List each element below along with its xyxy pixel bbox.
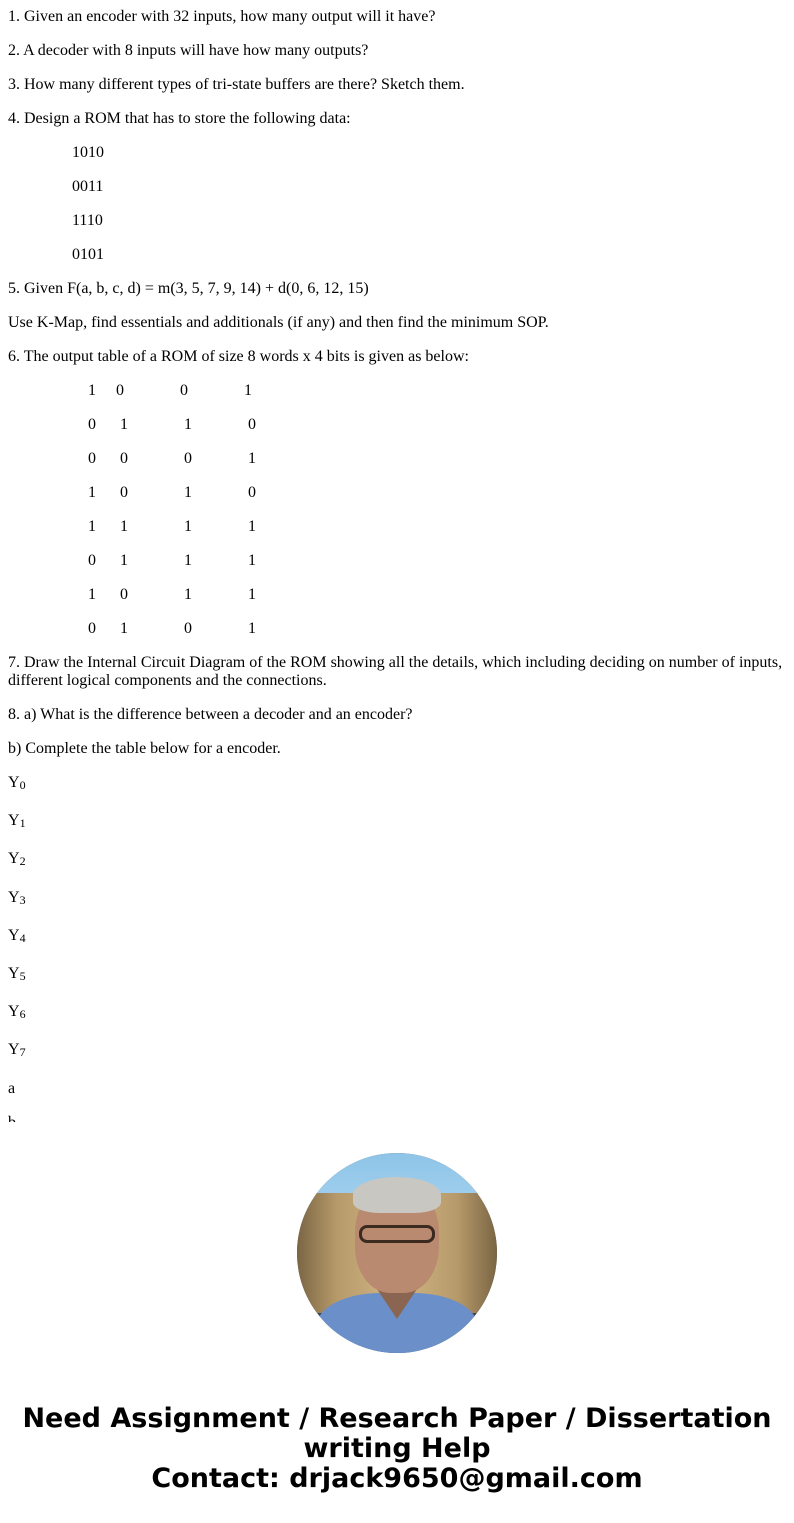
- y-subscript: 2: [19, 854, 26, 868]
- rom-bit: 1: [248, 586, 256, 603]
- rom-bit: 1: [184, 484, 192, 501]
- rom-output-row: [0, 552, 300, 570]
- promo-contact: Contact: drjack9650@gmail.com: [151, 1463, 643, 1494]
- question-4: 4. Design a ROM that has to store the following data:: [8, 110, 351, 127]
- question-7-line-1: 7. Draw the Internal Circuit Diagram of the ROM showing all the details, which including deciding on number of inputs,: [8, 654, 783, 671]
- y-prefix: Y: [8, 1003, 20, 1020]
- question-8b: b) Complete the table below for a encoder.: [8, 740, 281, 757]
- encoder-output-label: [8, 812, 26, 830]
- y-prefix: Y: [8, 1041, 20, 1058]
- encoder-output-label: [8, 1041, 26, 1059]
- y-subscript: 4: [19, 931, 26, 945]
- rom-bit: 1: [88, 484, 96, 501]
- rom-bit: 1: [88, 382, 96, 399]
- y-subscript: 5: [19, 969, 26, 983]
- y-subscript: 7: [19, 1045, 26, 1059]
- y-subscript: 3: [19, 893, 26, 907]
- rom-bit: 0: [120, 586, 128, 603]
- question-5: 5. Given F(a, b, c, d) = m(3, 5, 7, 9, 14) + d(0, 6, 12, 15): [8, 280, 369, 297]
- author-avatar: [297, 1153, 497, 1353]
- rom-data-row: 1110: [72, 212, 103, 229]
- rom-bit: 1: [184, 552, 192, 569]
- y-prefix: Y: [8, 927, 20, 944]
- encoder-output-label: [8, 1003, 26, 1021]
- encoder-output-label: [8, 889, 26, 907]
- y-subscript: 1: [19, 816, 26, 830]
- rom-bit: 1: [248, 552, 256, 569]
- rom-bit: 0: [248, 416, 256, 433]
- rom-bit: 0: [180, 382, 188, 399]
- encoder-output-label: [8, 965, 26, 983]
- rom-bit: 0: [88, 552, 96, 569]
- rom-output-row: [0, 586, 300, 604]
- question-1: 1. Given an encoder with 32 inputs, how many output will it have?: [8, 8, 436, 25]
- rom-bit: 1: [120, 416, 128, 433]
- rom-output-row: [0, 518, 300, 536]
- question-6: 6. The output table of a ROM of size 8 words x 4 bits is given as below:: [8, 348, 469, 365]
- question-5-instructions: Use K-Map, find essentials and additionals (if any) and then find the minimum SOP.: [8, 314, 549, 331]
- y-prefix: Y: [8, 850, 20, 867]
- rom-bit: 1: [120, 552, 128, 569]
- rom-output-row: [0, 620, 300, 638]
- y-prefix: Y: [8, 965, 20, 982]
- question-2: 2. A decoder with 8 inputs will have how many outputs?: [8, 42, 369, 59]
- encoder-output-label: [8, 774, 26, 792]
- rom-output-row: [0, 416, 300, 434]
- encoder-output-label: [8, 850, 26, 868]
- rom-data-row: 0011: [72, 178, 104, 195]
- rom-bit: 1: [184, 586, 192, 603]
- encoder-output-label: [8, 927, 26, 945]
- rom-bit: 1: [248, 450, 256, 467]
- rom-bit: 1: [88, 518, 96, 535]
- rom-bit: 1: [244, 382, 252, 399]
- rom-bit: 1: [184, 518, 192, 535]
- rom-bit: 0: [116, 382, 124, 399]
- rom-bit: 1: [120, 518, 128, 535]
- y-prefix: Y: [8, 774, 20, 791]
- question-7-line-2: different logical components and the connections.: [8, 672, 327, 689]
- y-prefix: Y: [8, 812, 20, 829]
- y-prefix: Y: [8, 889, 20, 906]
- rom-bit: 0: [120, 450, 128, 467]
- rom-bit: 1: [248, 518, 256, 535]
- avatar-glasses: [359, 1225, 435, 1243]
- rom-data-row: 1010: [72, 144, 104, 161]
- question-8a: 8. a) What is the difference between a decoder and an encoder?: [8, 706, 413, 723]
- rom-bit: 1: [184, 416, 192, 433]
- rom-bit: 1: [120, 620, 128, 637]
- rom-bit: 0: [248, 484, 256, 501]
- rom-bit: 0: [88, 416, 96, 433]
- promo-banner: [0, 1404, 794, 1494]
- question-3: 3. How many different types of tri-state buffers are there? Sketch them.: [8, 76, 465, 93]
- rom-output-row: [0, 450, 300, 468]
- rom-bit: 1: [248, 620, 256, 637]
- rom-data-row: 0101: [72, 246, 104, 263]
- rom-output-row: [0, 484, 300, 502]
- rom-bit: 0: [184, 450, 192, 467]
- rom-bit: 0: [184, 620, 192, 637]
- rom-bit: 0: [120, 484, 128, 501]
- rom-output-row: [0, 382, 300, 400]
- promo-line-2: writing Help: [303, 1433, 491, 1464]
- y-subscript: 6: [19, 1007, 26, 1021]
- promo-line-1: Need Assignment / Research Paper / Dissertation: [22, 1403, 772, 1434]
- rom-bit: 0: [88, 450, 96, 467]
- avatar-hair: [353, 1177, 441, 1213]
- rom-bit: 1: [88, 586, 96, 603]
- encoder-input-label: a: [8, 1080, 16, 1097]
- rom-bit: 0: [88, 620, 96, 637]
- y-subscript: 0: [19, 778, 26, 792]
